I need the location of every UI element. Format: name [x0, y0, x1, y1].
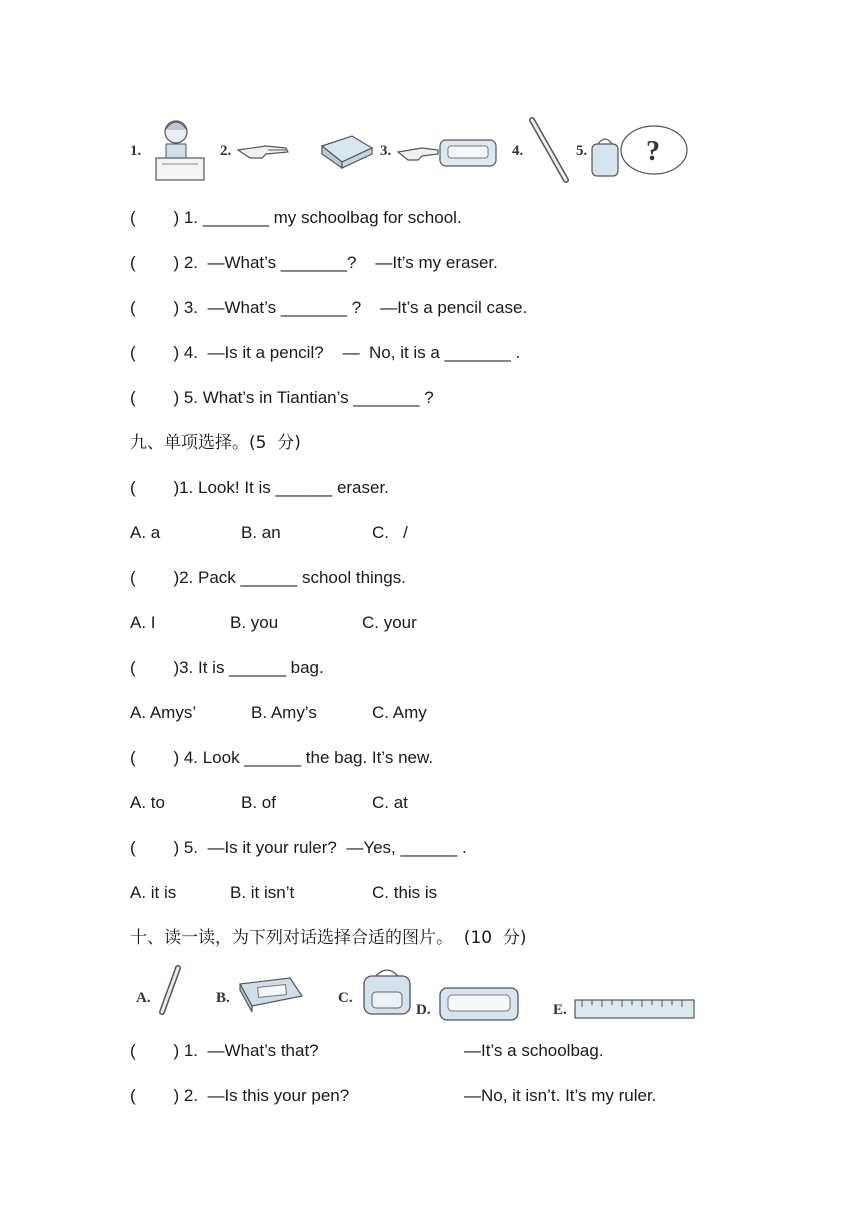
- pointing-hand-picture: [236, 140, 292, 162]
- schoolbag-picture: [358, 964, 416, 1018]
- section9-heading: 九、单项选择。(5 分): [130, 433, 301, 453]
- picture-number-2: 2.: [220, 143, 232, 159]
- pen-picture: [528, 116, 570, 184]
- s9-question-2: ( )2. Pack ______ school things.: [130, 568, 406, 587]
- picture-letter-c: C.: [338, 990, 353, 1006]
- eraser-picture: [318, 132, 376, 170]
- section10-heading: 十、读一读，为下列对话选择合适的图片。 (10 分): [130, 928, 527, 948]
- s8-question-2: ( ) 2. —What’s _______? —It’s my eraser.: [130, 253, 498, 272]
- s9-q2-option-a: A. I: [130, 613, 156, 632]
- pencil-case-picture: [436, 984, 522, 1024]
- s9-question-5: ( ) 5. —Is it your ruler? —Yes, ______ .: [130, 838, 467, 857]
- svg-text:?: ?: [646, 136, 660, 167]
- picture-number-1: 1.: [130, 143, 142, 159]
- s9-q5-option-a: A. it is: [130, 883, 177, 902]
- s8-question-5: ( ) 5. What’s in Tiantian’s _______ ?: [130, 388, 434, 407]
- s9-q3-option-c: C. Amy: [372, 703, 427, 722]
- s10-dialog-2-question: ( ) 2. —Is this your pen?: [130, 1086, 350, 1105]
- girl-at-desk-picture: [152, 114, 208, 184]
- s9-q1-option-a: A. a: [130, 523, 161, 542]
- picture-number-5: 5.: [576, 143, 588, 159]
- s8-question-3: ( ) 3. —What’s _______ ? —It’s a pencil case.: [130, 298, 528, 317]
- s9-q5-option-c: C. this is: [372, 883, 438, 902]
- s9-q1-option-c: C. /: [372, 523, 408, 542]
- s9-q3-option-b: B. Amy’s: [251, 703, 317, 722]
- s9-q1-option-b: B. an: [241, 523, 281, 542]
- picture-letter-b: B.: [216, 990, 230, 1006]
- s9-q2-option-b: B. you: [230, 613, 279, 632]
- s9-q4-option-a: A. to: [130, 793, 165, 812]
- s9-q4-option-b: B. of: [241, 793, 276, 812]
- s10-dialog-2-answer: —No, it isn’t. It’s my ruler.: [464, 1086, 657, 1105]
- s9-q4-option-c: C. at: [372, 793, 408, 812]
- picture-number-4: 4.: [512, 143, 524, 159]
- s10-dialog-1-answer: —It’s a schoolbag.: [464, 1041, 604, 1060]
- s9-q3-option-a: A. Amys’: [130, 703, 197, 722]
- s10-dialog-1-question: ( ) 1. —What’s that?: [130, 1041, 319, 1060]
- s9-question-4: ( ) 4. Look ______ the bag. It’s new.: [130, 748, 434, 767]
- picture-letter-a: A.: [136, 990, 151, 1006]
- eraser-picture: [236, 974, 306, 1014]
- picture-letter-d: D.: [416, 1002, 431, 1018]
- s9-question-3: ( )3. It is ______ bag.: [130, 658, 324, 677]
- hand-and-pencil-case-picture: [396, 136, 500, 170]
- picture-number-3: 3.: [380, 143, 392, 159]
- picture-letter-e: E.: [553, 1002, 567, 1018]
- ruler-picture: [574, 998, 696, 1020]
- pen-picture: [156, 964, 184, 1016]
- s9-q2-option-c: C. your: [362, 613, 417, 632]
- s9-q5-option-b: B. it isn’t: [230, 883, 295, 902]
- s9-question-1: ( )1. Look! It is ______ eraser.: [130, 478, 389, 497]
- schoolbag-question-picture: [590, 122, 690, 182]
- s8-question-1: ( ) 1. _______ my schoolbag for school.: [130, 208, 462, 227]
- s8-question-4: ( ) 4. —Is it a pencil? — No, it is a _______ .: [130, 343, 521, 362]
